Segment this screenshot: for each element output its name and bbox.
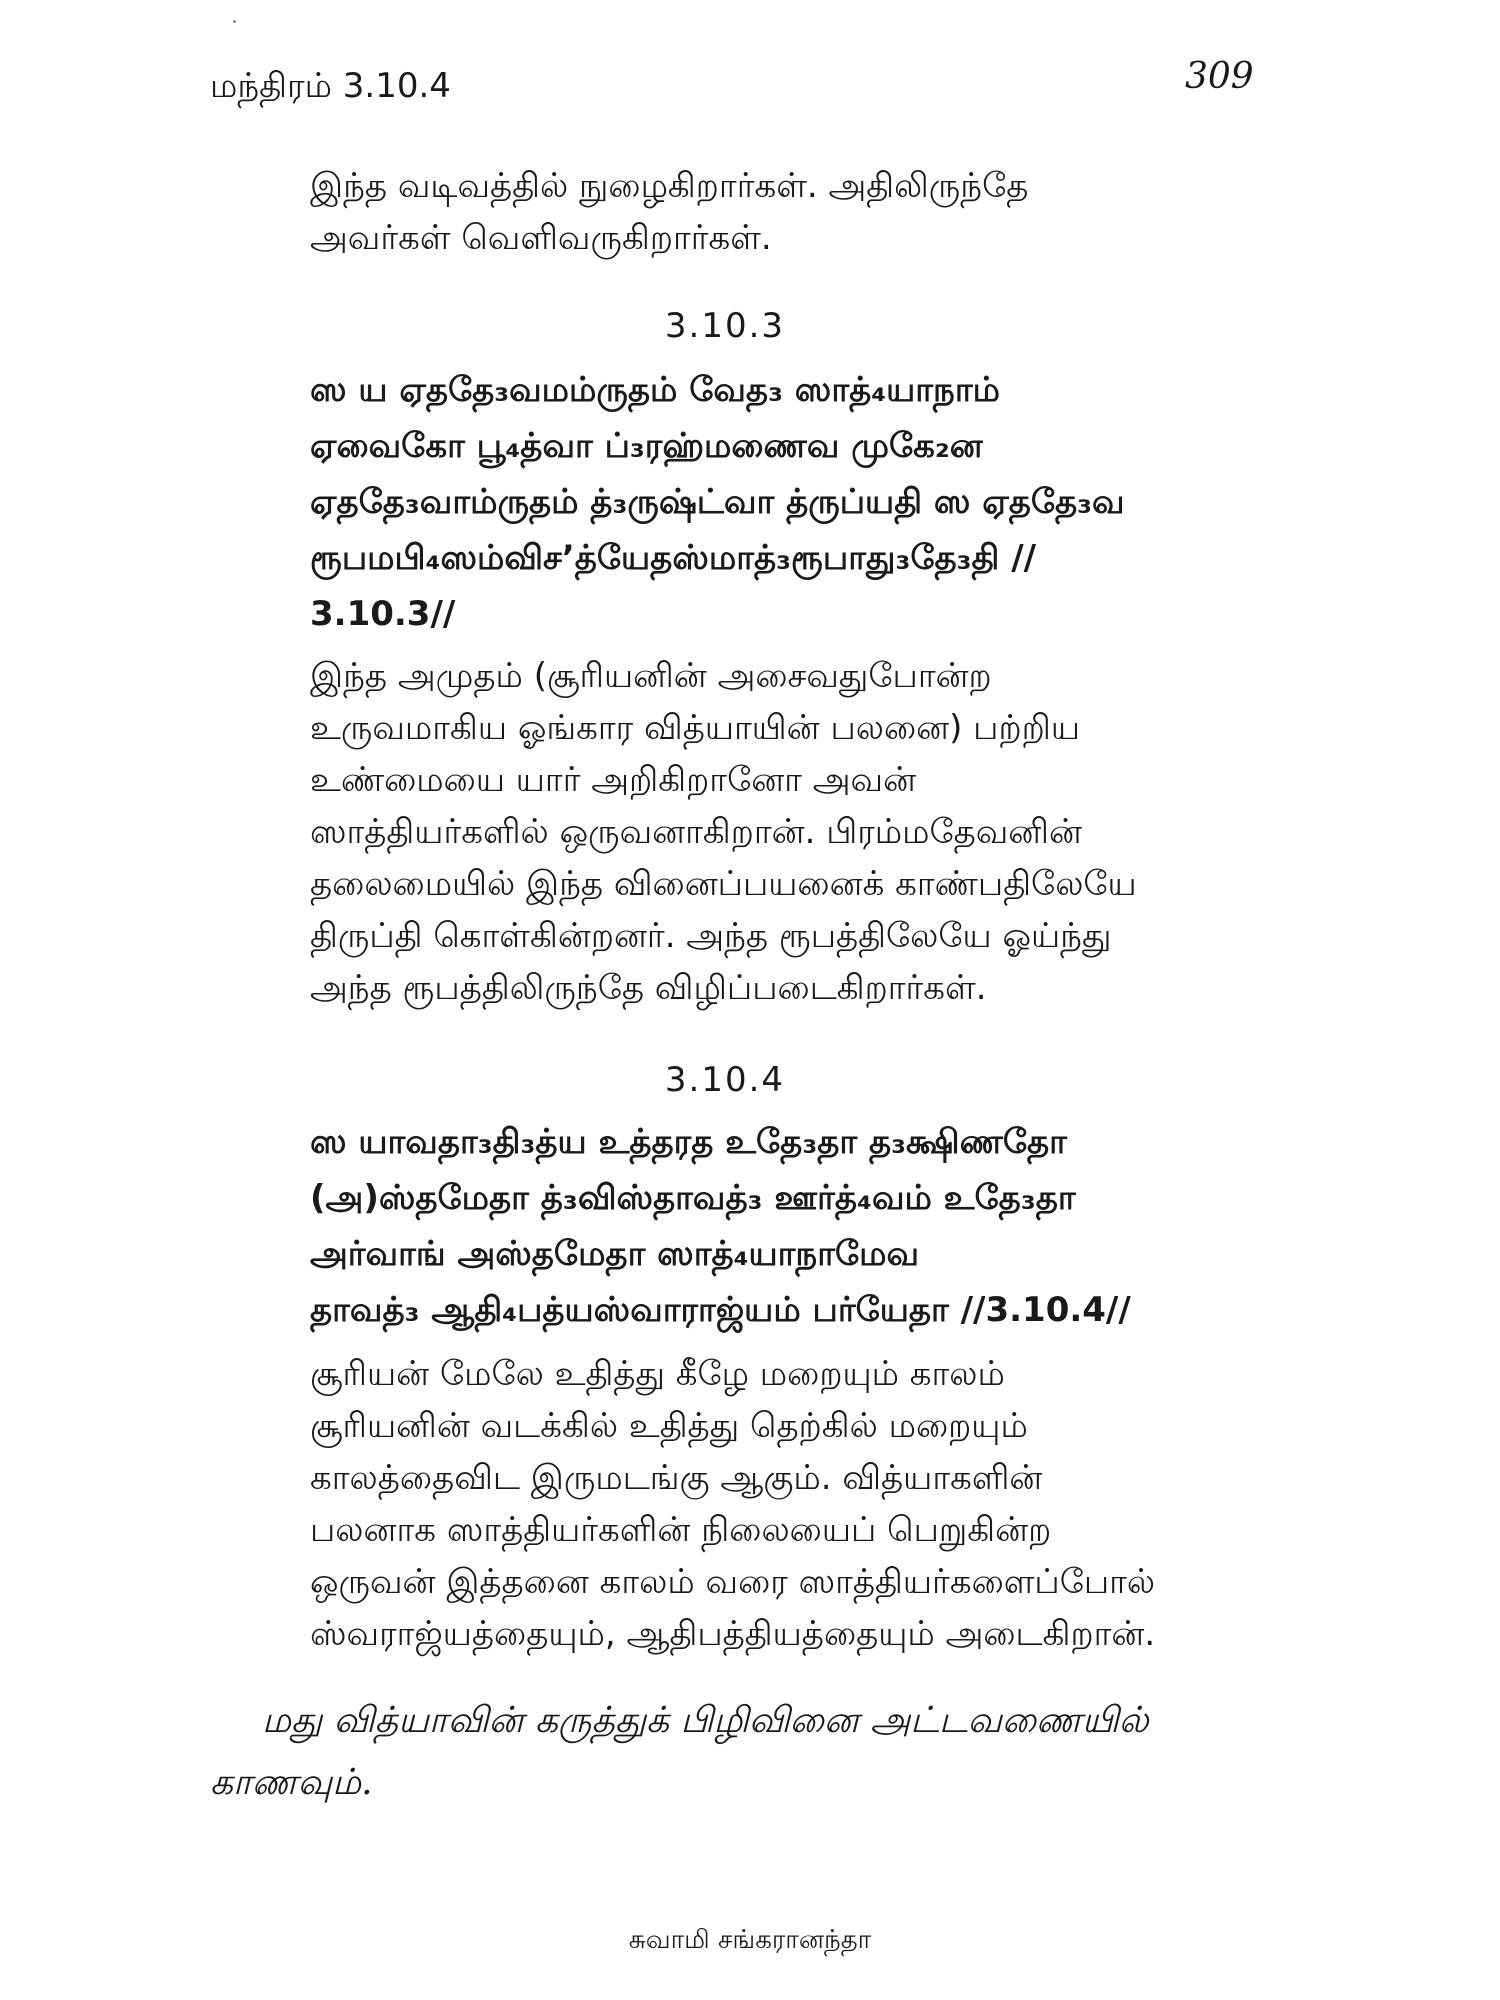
explanation-line: உண்மையை யார் அறிகிறானோ அவன் xyxy=(310,760,917,800)
page-number: 309 xyxy=(1185,56,1254,97)
verse-line: தாவத்₃ ஆதி₄பத்யஸ்வாராஜ்யம் பர்யேதா //3.10.4// xyxy=(310,1290,1131,1330)
explanation-line: பலனாக ஸாத்தியர்களின் நிலையைப் பெறுகின்ற xyxy=(310,1510,1052,1550)
explanation-line: திருப்தி கொள்கின்றனர். அந்த ரூபத்திலேயே ஓய்ந்து xyxy=(310,916,1112,956)
verse-3-10-4 xyxy=(310,1114,1131,1338)
explanation-3-10-4 xyxy=(310,1348,1155,1660)
explanation-line: காலத்தைவிட இருமடங்கு ஆகும். வித்யாகளின் xyxy=(310,1458,1043,1498)
explanation-line: ஒருவன் இத்தனை காலம் வரை ஸாத்தியர்களைப்போல் xyxy=(310,1562,1156,1602)
verse-line: ஸ ய ஏததே₃வமம்ருதம் வேத₃ ஸாத்₄யாநாம் xyxy=(310,370,1000,410)
running-header: மந்திரம் 3.10.4 xyxy=(210,66,451,106)
explanation-line: ஸ்வராஜ்யத்தையும், ஆதிபத்தியத்தையும் அடைகிறான். xyxy=(310,1614,1156,1654)
closing-note-line-1: மது வித்யாவின் கருத்துக் பிழிவினை அட்டவணையில் xyxy=(262,1700,1149,1741)
intro-paragraph xyxy=(310,160,1028,264)
footer-author: சுவாமி சங்கரானந்தா xyxy=(628,1925,872,1955)
verse-line: (அ)ஸ்தமேதா த்₃விஸ்தாவத்₃ ஊர்த்₄வம் உதே₃தா xyxy=(310,1178,1076,1218)
intro-line: அவர்கள் வெளிவருகிறார்கள். xyxy=(310,218,772,258)
verse-line: ரூபமபி₄ஸம்விச’த்யேதஸ்மாத்₃ரூபாது₃தே₃தி // xyxy=(310,538,1037,578)
explanation-line: இந்த அமுதம் (சூரியனின் அசைவதுபோன்ற xyxy=(310,656,992,696)
verse-line: 3.10.3// xyxy=(310,594,456,634)
explanation-line: அந்த ரூபத்திலிருந்தே விழிப்படைகிறார்கள். xyxy=(310,968,987,1008)
intro-line: இந்த வடிவத்தில் நுழைகிறார்கள். அதிலிருந்தே xyxy=(310,166,1029,206)
closing-note-line-2: காணவும். xyxy=(210,1762,373,1803)
section-heading-3-10-4: 3.10.4 xyxy=(664,1060,786,1100)
scan-speck xyxy=(233,20,236,23)
verse-3-10-3 xyxy=(310,362,1125,642)
section-heading-3-10-3: 3.10.3 xyxy=(664,306,786,346)
explanation-line: தலைமையில் இந்த வினைப்பயனைக் காண்பதிலேயே xyxy=(310,864,1137,904)
explanation-line: உருவமாகிய ஓங்கார வித்யாயின் பலனை) பற்றிய xyxy=(310,708,1081,748)
explanation-line: ஸாத்தியர்களில் ஒருவனாகிறான். பிரம்மதேவனின் xyxy=(310,812,1082,852)
verse-line: ஏததே₃வாம்ருதம் த்₃ருஷ்ட்வா த்ருப்யதி ஸ ஏததே₃வ xyxy=(310,482,1125,522)
explanation-3-10-3 xyxy=(310,650,1137,1014)
verse-line: ஸ யாவதா₃தி₃த்ய உத்தரத உதே₃தா த₃க்ஷிணதோ xyxy=(310,1122,1067,1162)
explanation-line: சூரியனின் வடக்கில் உதித்து தெற்கில் மறையும் xyxy=(310,1406,1028,1446)
explanation-line: சூரியன் மேலே உதித்து கீழே மறையும் காலம் xyxy=(310,1354,1005,1394)
verse-line: அர்வாங் அஸ்தமேதா ஸாத்₄யாநாமேவ xyxy=(310,1234,920,1274)
verse-line: ஏவைகோ பூ₄த்வா ப்₃ரஹ்மணைவ முகே₂ன xyxy=(310,426,983,466)
